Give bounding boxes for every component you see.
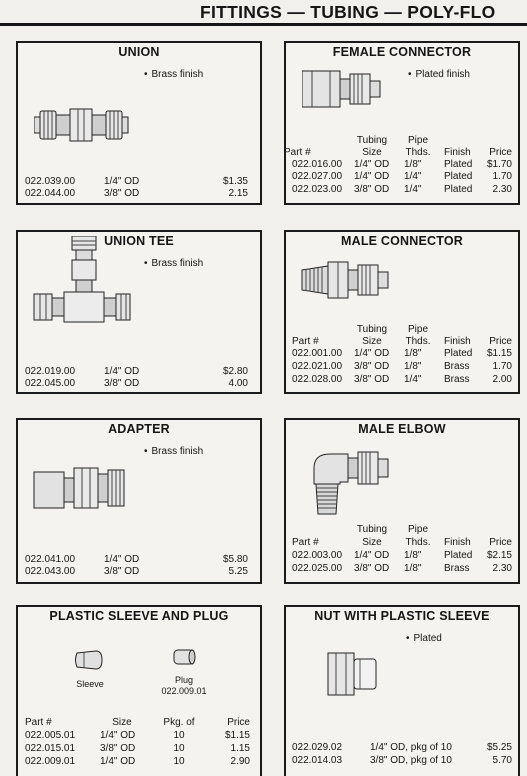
union-tee-illustration [32, 236, 132, 324]
col-header-pkg: Pkg. of [163, 717, 195, 728]
row-price: $5.80 [222, 554, 248, 565]
row-thds: 1/8" [404, 563, 422, 574]
row-size: 1/4" OD [104, 176, 140, 187]
sleeve-illustration [74, 649, 104, 671]
male-connector-panel [284, 230, 520, 394]
row-price: $1.15 [224, 730, 250, 741]
row-price: $1.15 [486, 348, 512, 359]
col-header-thds: Thds. [405, 537, 431, 548]
nut-sleeve-panel [284, 605, 520, 776]
row-finish: Brass [444, 374, 470, 385]
row-price: $1.35 [222, 176, 248, 187]
col-header-size: Size [362, 537, 382, 548]
row-pkg: 10 [173, 730, 185, 741]
row-size: 3/8" OD [100, 743, 136, 754]
col-header-part: Part # [292, 336, 319, 347]
finish-note: • Plated [406, 633, 442, 644]
row-thds: 1/8" [404, 550, 422, 561]
col-header-part: Part # [292, 537, 319, 548]
panel-title: NUT WITH PLASTIC SLEEVE [314, 609, 490, 623]
row-price: $5.25 [486, 742, 512, 753]
union-fitting-illustration [34, 105, 130, 145]
row-size: 3/8" OD [354, 563, 390, 574]
row-part: 022.014.03 [292, 755, 343, 766]
panel-title: UNION TEE [104, 234, 174, 248]
row-part: 022.044.00 [25, 188, 76, 199]
female-connector-illustration [302, 69, 386, 109]
union-tee-panel [16, 230, 262, 394]
row-part: 022.025.00 [292, 563, 343, 574]
col-header-finish: Finish [444, 336, 471, 347]
row-size: 3/8" OD [104, 188, 140, 199]
col-header-thds: Thds. [405, 336, 431, 347]
row-description: 3/8" OD, pkg of 10 [370, 755, 452, 766]
row-part: 022.041.00 [25, 554, 76, 565]
col-header-size: Size [362, 336, 382, 347]
row-size: 1/4" OD [354, 348, 390, 359]
row-part: 022.027.00 [292, 171, 343, 182]
panel-title: PLASTIC SLEEVE AND PLUG [49, 609, 229, 623]
col-header-part: Part # [25, 717, 52, 728]
row-thds: 1/4" [404, 374, 422, 385]
row-price: 1.15 [230, 743, 250, 754]
col-header-thds: Thds. [405, 147, 431, 158]
col-header-price: Price [489, 336, 512, 347]
row-price: $2.15 [486, 550, 512, 561]
row-part: 022.019.00 [25, 366, 76, 377]
row-price: 5.70 [492, 755, 512, 766]
panel-title: FEMALE CONNECTOR [332, 45, 472, 59]
row-finish: Plated [444, 171, 473, 182]
row-price: $1.70 [486, 159, 512, 170]
male-elbow-panel [284, 418, 520, 584]
row-pkg: 10 [173, 743, 185, 754]
plastic-sleeve-panel [16, 605, 262, 776]
male-elbow-illustration [304, 446, 396, 518]
row-thds: 1/8" [404, 361, 422, 372]
col-header-price: Price [489, 147, 512, 158]
adapter-illustration [32, 460, 128, 512]
row-part: 022.029.02 [292, 742, 343, 753]
row-finish: Plated [444, 550, 473, 561]
row-part: 022.001.00 [292, 348, 343, 359]
row-price: 1.70 [492, 171, 512, 182]
row-part: 022.039.00 [25, 176, 76, 187]
row-price: 4.00 [228, 378, 248, 389]
row-size: 3/8" OD [354, 374, 390, 385]
row-price: 2.30 [492, 184, 512, 195]
col-header-tubing: Tubing [356, 524, 388, 535]
sleeve-caption: Sleeve [76, 679, 104, 689]
plug-part-number: 022.009.01 [161, 686, 207, 696]
panel-title: MALE CONNECTOR [340, 234, 463, 248]
col-header-price: Price [489, 537, 512, 548]
row-size: 3/8" OD [104, 378, 140, 389]
col-header-size: Size [362, 147, 382, 158]
row-size: 1/4" OD [100, 756, 136, 767]
col-header-pipe: Pipe [407, 324, 428, 335]
col-header-pipe: Pipe [407, 135, 428, 146]
plug-illustration [172, 647, 198, 667]
row-finish: Brass [444, 563, 470, 574]
plug-caption: Plug [174, 675, 193, 685]
panel-title: UNION [118, 45, 160, 59]
row-part: 022.043.00 [25, 566, 76, 577]
row-thds: 1/4" [404, 184, 422, 195]
row-size: 1/4" OD [104, 366, 140, 377]
row-size: 1/4" OD [354, 171, 390, 182]
page-title: FITTINGS — TUBING — POLY-FLO [200, 2, 496, 22]
col-header-size: Size [112, 717, 132, 728]
row-part: 022.016.00 [292, 159, 343, 170]
row-price: $2.80 [222, 366, 248, 377]
row-price: 1.70 [492, 361, 512, 372]
row-part: 022.028.00 [292, 374, 343, 385]
female-connector-panel [284, 41, 520, 205]
row-thds: 1/8" [404, 159, 422, 170]
row-price: 2.90 [230, 756, 250, 767]
col-header-finish: Finish [444, 147, 471, 158]
row-size: 1/4" OD [100, 730, 136, 741]
male-connector-illustration [300, 260, 392, 300]
row-thds: 1/4" [404, 171, 422, 182]
row-price: 2.15 [228, 188, 248, 199]
row-part: 022.023.00 [292, 184, 343, 195]
col-header-pipe: Pipe [407, 524, 428, 535]
col-header-tubing: Tubing [356, 135, 388, 146]
row-pkg: 10 [173, 756, 185, 767]
col-header-tubing: Tubing [356, 324, 388, 335]
row-part: 022.021.00 [292, 361, 343, 372]
row-description: 1/4" OD, pkg of 10 [370, 742, 452, 753]
col-header-finish: Finish [444, 537, 471, 548]
row-size: 1/4" OD [354, 550, 390, 561]
panel-title: ADAPTER [108, 422, 170, 436]
row-finish: Plated [444, 159, 473, 170]
finish-note: • Brass finish [144, 446, 203, 457]
col-header-part: Part # [284, 147, 311, 158]
row-finish: Plated [444, 184, 473, 195]
row-part: 022.045.00 [25, 378, 76, 389]
finish-note: • Plated finish [408, 69, 470, 80]
row-thds: 1/8" [404, 348, 422, 359]
row-size: 3/8" OD [104, 566, 140, 577]
row-finish: Plated [444, 348, 473, 359]
row-size: 3/8" OD [354, 361, 390, 372]
row-price: 5.25 [228, 566, 248, 577]
row-part: 022.009.01 [25, 756, 76, 767]
panel-title: MALE ELBOW [358, 422, 446, 436]
col-header-price: Price [227, 717, 250, 728]
row-size: 1/4" OD [354, 159, 390, 170]
row-size: 1/4" OD [104, 554, 140, 565]
row-part: 022.015.01 [25, 743, 76, 754]
row-finish: Brass [444, 361, 470, 372]
union-panel [16, 41, 262, 205]
finish-note: • Brass finish [144, 258, 203, 269]
row-price: 2.00 [492, 374, 512, 385]
adapter-panel [16, 418, 262, 584]
row-part: 022.003.00 [292, 550, 343, 561]
row-price: 2.30 [492, 563, 512, 574]
row-part: 022.005.01 [25, 730, 76, 741]
nut-illustration [326, 651, 380, 697]
finish-note: • Brass finish [144, 69, 203, 80]
row-size: 3/8" OD [354, 184, 390, 195]
header-rule [0, 23, 527, 26]
